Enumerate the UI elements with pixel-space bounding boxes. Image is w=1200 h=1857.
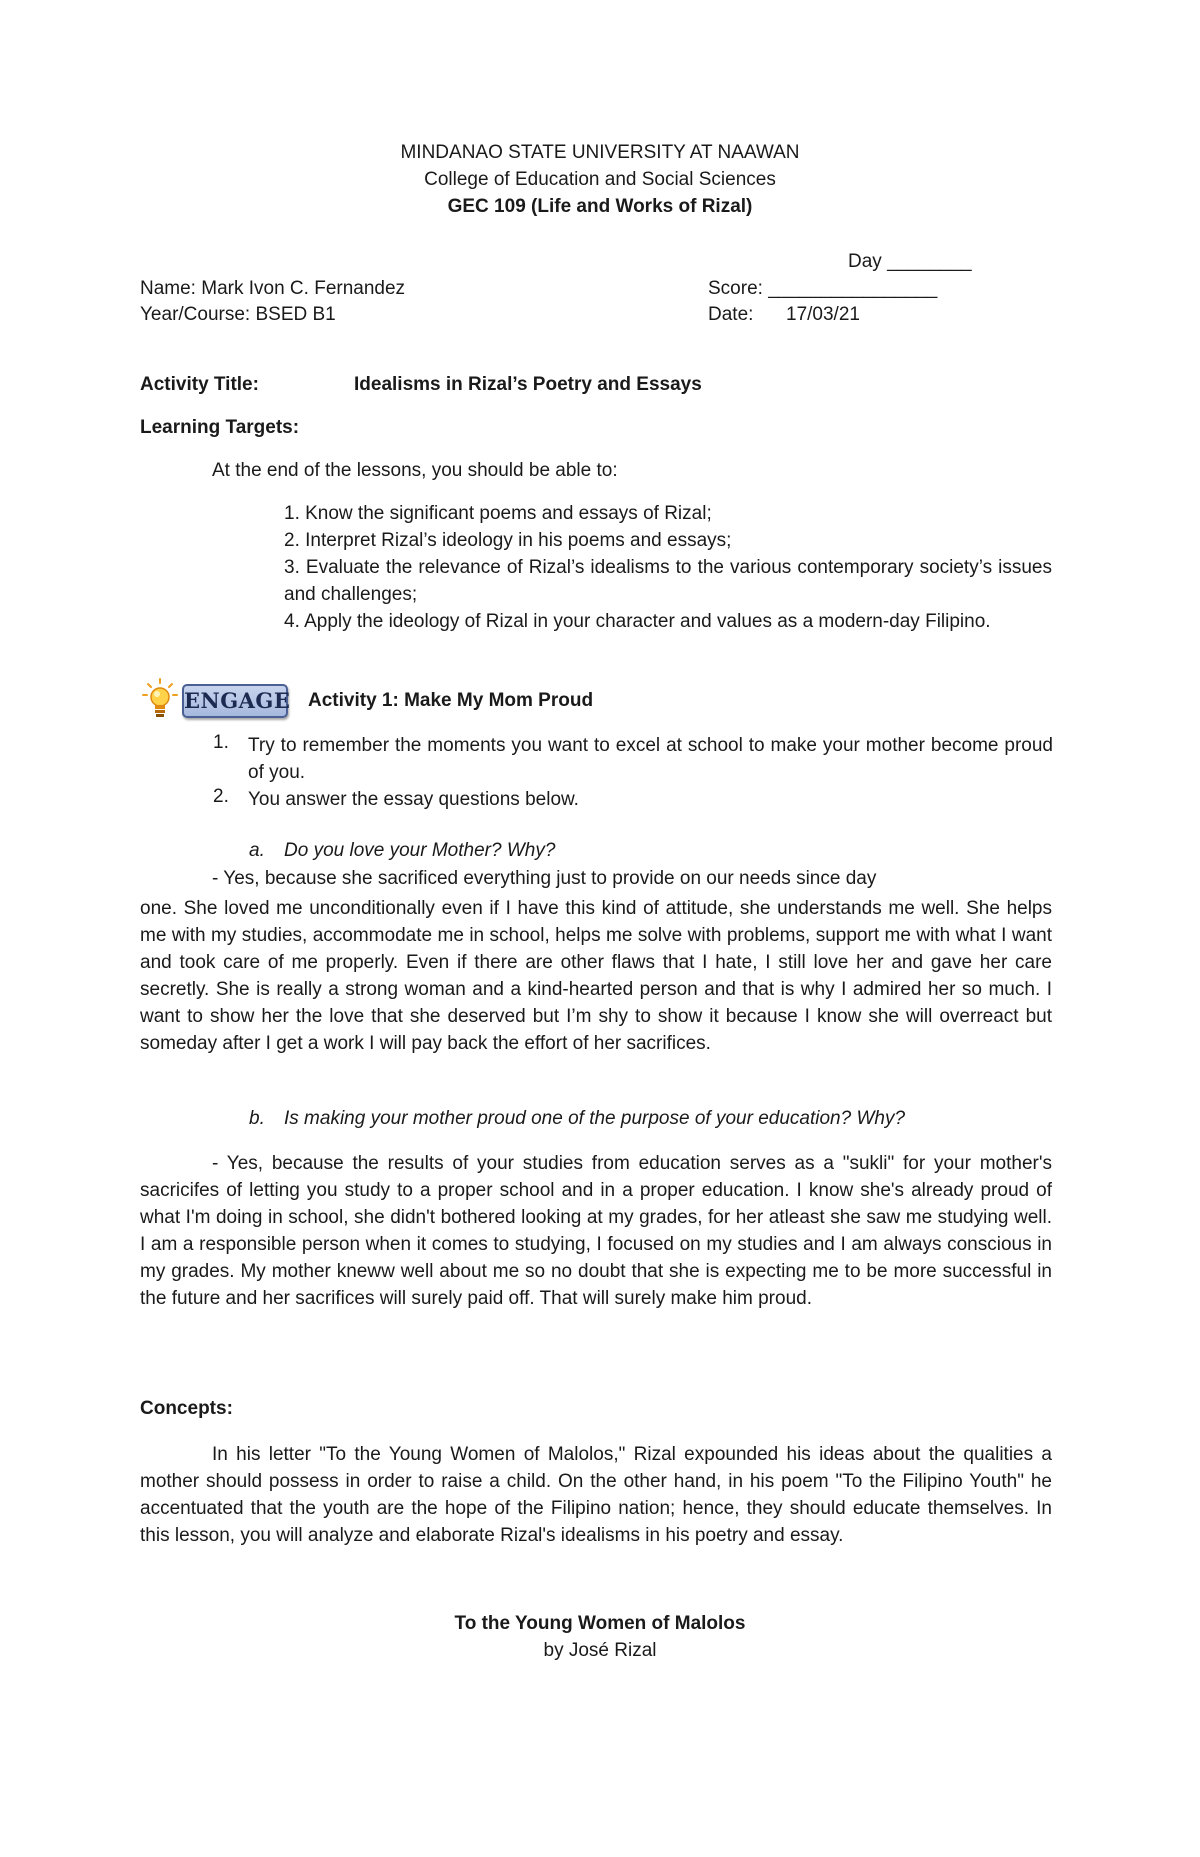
date-label: Date: <box>708 304 754 325</box>
instruction-item <box>213 732 1053 786</box>
question-b-text: Is making your mother proud one of the purpose of your education? Why? <box>284 1108 906 1129</box>
question-b-label: b. <box>249 1108 265 1129</box>
concepts-body: In his letter "To the Young Women of Malolos," Rizal expounded his ideas about the qualities a mother should possess in order to raise a child. On the other hand, in his poem "To the Filipino Youth" he accentuated that the youth are the hope of the Filipino nation; hence, they should educate themselves. In this lesson, you will analyze and elaborate Rizal's idealisms in his poetry and essay. <box>140 1444 1052 1546</box>
year-course: Year/Course: BSED B1 <box>140 304 336 325</box>
instruction-number: 2. <box>213 786 229 807</box>
reading-author: by José Rizal <box>543 1640 657 1661</box>
instruction-item <box>213 786 1053 813</box>
target-item: 4. Apply the ideology of Rizal in your character and values as a modern-day Filipino. <box>284 611 991 632</box>
course-title: GEC 109 (Life and Works of Rizal) <box>447 196 753 217</box>
lightbulb-icon <box>140 678 180 722</box>
question-a-label: a. <box>249 840 265 861</box>
activity-title-label: Activity Title: <box>140 374 259 395</box>
question-a-text: Do you love your Mother? Why? <box>284 840 556 861</box>
college-name: College of Education and Social Sciences <box>424 169 776 190</box>
answer-a-body: one. She loved me unconditionally even if I have this kind of attitude, she understands me well. She helps me with my studies, accommodate me in school, helps me solve with problems, support me with what I want and took care of me properly. Even if there are other flaws that I hate, I still love her and gave her care secretly. She is really a strong woman and a kind-hearted person and that is why I admired her so much. I want to show her the love that she deserved but I’m shy to show it because I know she will overreact but someday after I get a work I will pay back the effort of her sacrifices. <box>140 898 1052 1054</box>
target-item: 2. Interpret Rizal’s ideology in his poems and essays; <box>284 530 732 551</box>
answer-a-first-line: - Yes, because she sacrificed everything just to provide on our needs since day <box>212 868 877 889</box>
concepts-heading: Concepts: <box>140 1398 233 1419</box>
student-name: Name: Mark Ivon C. Fernandez <box>140 278 406 299</box>
reading-title: To the Young Women of Malolos <box>454 1613 746 1634</box>
target-item: 3. Evaluate the relevance of Rizal’s idealisms to the various contemporary society’s issues and challenges; <box>284 557 1052 605</box>
engage-badge: ENGAGE <box>182 684 288 718</box>
activity-1-title: Activity 1: Make My Mom Proud <box>308 690 594 711</box>
instruction-text: Try to remember the moments you want to excel at school to make your mother become proud of you. <box>248 735 1053 783</box>
learning-targets-list <box>284 500 1052 635</box>
day-field: Day ________ <box>848 251 972 272</box>
date-value: 17/03/21 <box>786 304 860 325</box>
learning-intro: At the end of the lessons, you should be able to: <box>212 460 618 481</box>
activity-title-value: Idealisms in Rizal’s Poetry and Essays <box>354 374 702 395</box>
instruction-text: You answer the essay questions below. <box>248 789 579 810</box>
learning-targets-heading: Learning Targets: <box>140 417 300 438</box>
instruction-number: 1. <box>213 732 229 753</box>
score-field: Score: ________________ <box>708 278 938 299</box>
target-item: 1. Know the significant poems and essays of Rizal; <box>284 503 712 524</box>
university-name: MINDANAO STATE UNIVERSITY AT NAAWAN <box>400 142 800 163</box>
answer-b-body: - Yes, because the results of your studies from education serves as a "sukli" for your mother's sacricifes of letting you study to a proper school and in a proper education. I know she's already proud of what I'm doing in school, she didn't bothered looking at my grades, for her atleast she saw me studying well. I am a responsible person when it comes to studying, I focused on my studies and I am always conscious in my grades. My mother kneww well about me so no doubt that she is expecting me to be more successful in the future and her sacrifices will surely paid off. That will surely make him proud. <box>140 1153 1052 1309</box>
engage-banner <box>140 676 300 724</box>
